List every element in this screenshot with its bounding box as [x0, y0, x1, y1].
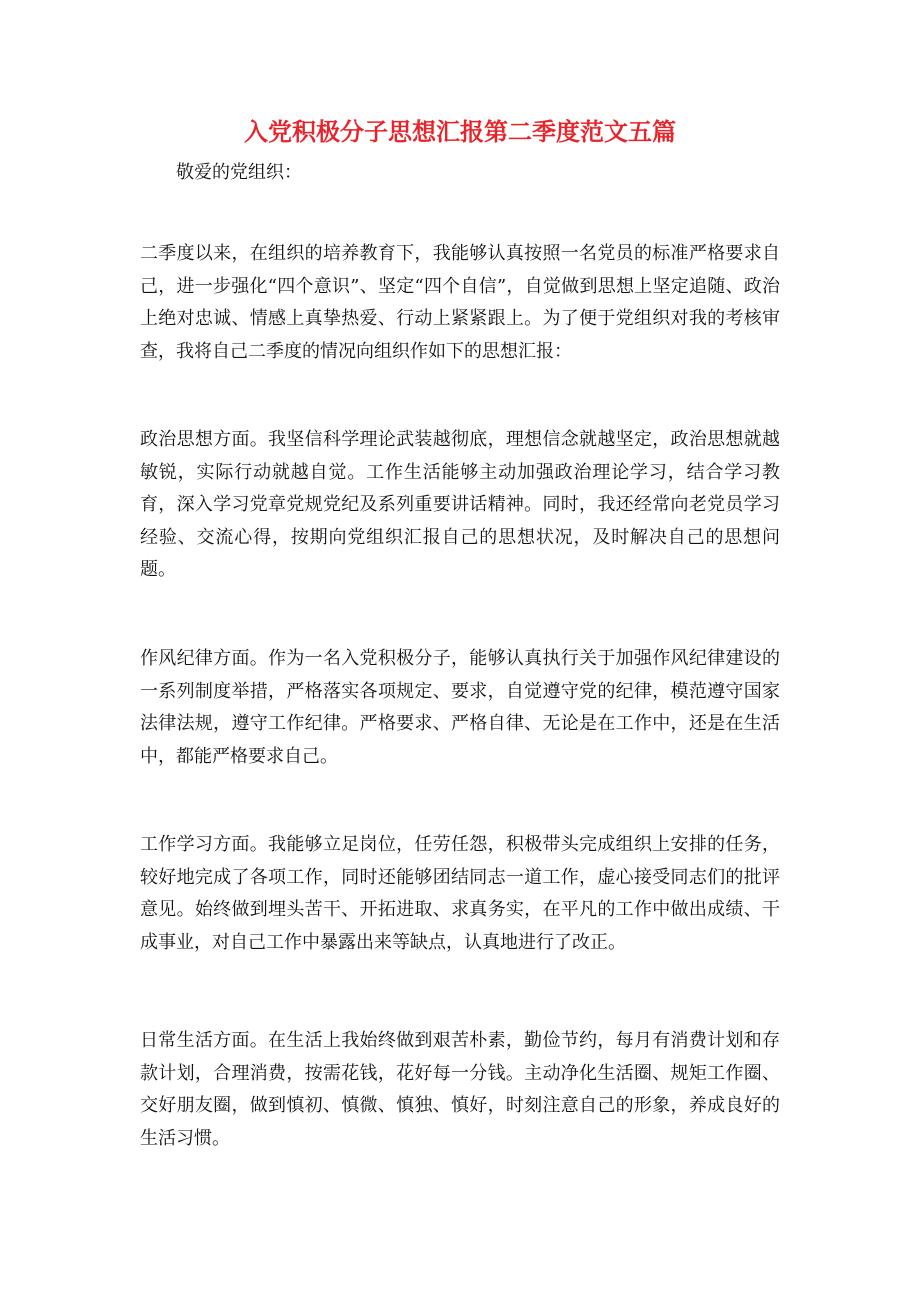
paragraph-political-thought: 政治思想方面。我坚信科学理论武装越彻底，理想信念就越坚定，政治思想就越敏锐，实际行动就越自觉。工作生活能够主动加强政治理论学习，结合学习教育，深入学习党章党规党纪及系列重要讲话精神。同时，我还经常向老党员学习经验、交流心得，按期向党组织汇报自己的思想状况，及时解决自己的思想问题。	[140, 429, 780, 580]
paragraph-intro: 二季度以来，在组织的培养教育下，我能够认真按照一名党员的标准严格要求自己，进一步强化“四个意识”、坚定“四个自信”，自觉做到思想上坚定追随、政治上绝对忠诚、情感上真挚热爱、行动上紧紧跟上。为了便于党组织对我的考核审查，我将自己二季度的情况向组织作如下的思想汇报：	[140, 243, 780, 362]
salutation: 敬爱的党组织：	[176, 162, 302, 183]
paragraph-daily-life: 日常生活方面。在生活上我始终做到艰苦朴素，勤俭节约，每月有消费计划和存款计划，合理消费，按需花钱，花好每一分钱。主动净化生活圈、规矩工作圈、交好朋友圈，做到慎初、慎微、慎独、慎好，时刻注意自己的形象，养成良好的生活习惯。	[140, 1030, 780, 1149]
paragraph-work-style-discipline: 作风纪律方面。作为一名入党积极分子，能够认真执行关于加强作风纪律建设的一系列制度举措，严格落实各项规定、要求，自觉遵守党的纪律，模范遵守国家法律法规，遵守工作纪律。严格要求、严格自律、无论是在工作中，还是在生活中，都能严格要求自己。	[140, 648, 780, 767]
paragraph-work-study: 工作学习方面。我能够立足岗位，任劳任怨，积极带头完成组织上安排的任务，较好地完成了各项工作，同时还能够团结同志一道工作，虚心接受同志们的批评意见。始终做到埋头苦干、开拓进取、求真务实，在平凡的工作中做出成绩、干成事业，对自己工作中暴露出来等缺点，认真地进行了改正。	[140, 834, 780, 953]
document-title: 入党积极分子思想汇报第二季度范文五篇	[244, 118, 676, 146]
